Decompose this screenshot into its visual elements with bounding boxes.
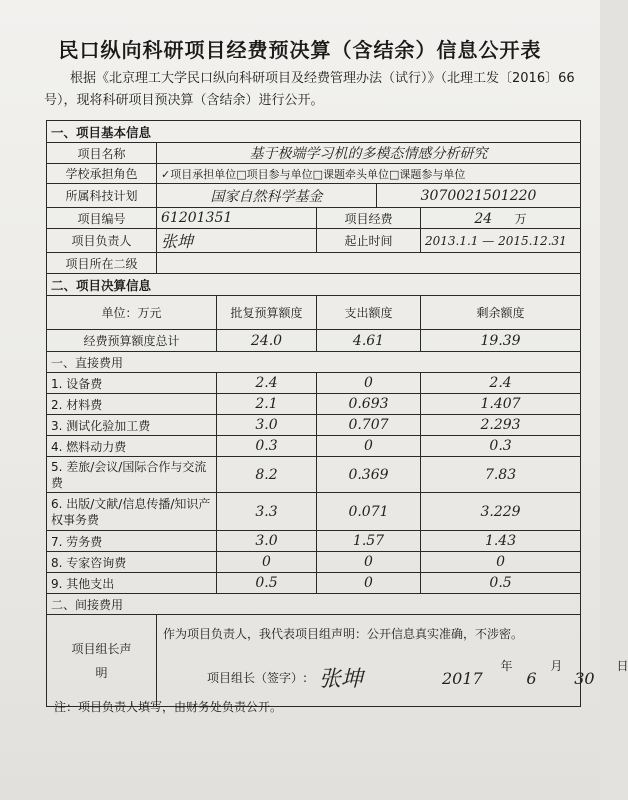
sign-month: 6 <box>526 669 537 688</box>
budget-item-row <box>47 436 581 457</box>
direct-cost-label: 一、直接费用 <box>47 352 581 373</box>
budget-item-row <box>47 531 581 552</box>
item-remaining: 3.229 <box>421 493 581 531</box>
leader-value: 张坤 <box>157 229 317 253</box>
total-approved: 24.0 <box>217 330 317 352</box>
item-remaining: 0.3 <box>421 436 581 457</box>
role-label: 学校承担角色 <box>47 164 157 184</box>
col-spent: 支出额度 <box>317 296 421 330</box>
budget-item-row <box>47 373 581 394</box>
item-approved: 0.3 <box>217 436 317 457</box>
intro-paragraph: 根据《北京理工大学民口纵向科研项目及经费管理办法（试行）》（北理工发〔2016〕66号），现将科研项目预决算（含结余）进行公开。 <box>44 71 575 108</box>
col-remaining: 剩余额度 <box>421 296 581 330</box>
item-spent: 0.369 <box>317 457 421 493</box>
item-spent: 0.693 <box>317 394 421 415</box>
item-approved: 2.4 <box>217 373 317 394</box>
item-spent: 0 <box>317 373 421 394</box>
disclosure-table <box>46 120 628 707</box>
section-budget-title: 二、项目决算信息 <box>47 274 581 296</box>
item-label: 3. 测试化验加工费 <box>47 415 217 436</box>
total-spent: 4.61 <box>317 330 421 352</box>
section-basic-title: 一、项目基本信息 <box>47 121 581 143</box>
funding-cell <box>421 208 581 229</box>
item-remaining: 7.83 <box>421 457 581 493</box>
funding-unit: 万 <box>514 211 527 226</box>
budget-item-row <box>47 493 581 531</box>
item-label: 2. 材料费 <box>47 394 217 415</box>
budget-header-row <box>47 296 581 330</box>
item-spent: 0 <box>317 552 421 573</box>
plan-value: 国家自然科学基金 <box>157 184 377 208</box>
item-remaining: 2.4 <box>421 373 581 394</box>
code-row <box>47 208 581 229</box>
item-remaining: 1.43 <box>421 531 581 552</box>
item-label: 4. 燃料动力费 <box>47 436 217 457</box>
item-spent: 0 <box>317 573 421 594</box>
item-approved: 3.0 <box>217 415 317 436</box>
role-row <box>47 164 581 184</box>
col-approved: 批复预算额度 <box>217 296 317 330</box>
unit-label: 单位：万元 <box>47 296 217 330</box>
declaration-text: 作为项目负责人，我代表项目组声明：公开信息真实准确，不涉密。 <box>163 627 524 641</box>
project-name-row <box>47 143 581 164</box>
project-name-label: 项目名称 <box>47 143 157 164</box>
item-approved: 0.5 <box>217 573 317 594</box>
item-approved: 3.0 <box>217 531 317 552</box>
plan-label: 所属科技计划 <box>47 184 157 208</box>
item-remaining: 1.407 <box>421 394 581 415</box>
budget-item-row <box>47 552 581 573</box>
dept-value <box>157 253 581 274</box>
item-spent: 0 <box>317 436 421 457</box>
item-label: 5. 差旅/会议/国际合作与交流费 <box>47 457 217 493</box>
sign-day: 30 <box>574 669 595 688</box>
budget-item-row <box>47 415 581 436</box>
code-value: 61201351 <box>157 208 317 229</box>
dept-row <box>47 253 581 274</box>
date-block <box>442 655 628 688</box>
budget-item-row <box>47 457 581 493</box>
leader-label: 项目负责人 <box>47 229 157 253</box>
indirect-cost-label: 二、间接费用 <box>47 594 581 615</box>
day-unit: 日 <box>616 659 628 673</box>
item-label: 9. 其他支出 <box>47 573 217 594</box>
sign-label: 项目组长（签字）: <box>207 671 308 685</box>
item-approved: 0 <box>217 552 317 573</box>
declaration-cell <box>157 615 628 707</box>
item-remaining: 0 <box>421 552 581 573</box>
item-spent: 1.57 <box>317 531 421 552</box>
total-remaining: 19.39 <box>421 330 581 352</box>
funding-value: 24 <box>474 210 493 227</box>
period-value: 2013.1.1 — 2015.12.31 <box>421 229 581 253</box>
item-remaining: 0.5 <box>421 573 581 594</box>
item-label: 1. 设备费 <box>47 373 217 394</box>
signature: 张坤 <box>318 667 363 692</box>
budget-item-row <box>47 394 581 415</box>
declaration-row <box>47 615 581 707</box>
declaration-label: 项目组长声明 <box>47 615 157 707</box>
item-remaining: 2.293 <box>421 415 581 436</box>
total-label: 经费预算额度总计 <box>47 330 217 352</box>
footnote: 注：项目负责人填写，由财务处负责公开。 <box>54 700 283 714</box>
leader-row <box>47 229 581 253</box>
page-title: 民口纵向科研项目经费预决算（含结余）信息公开表 <box>58 38 542 62</box>
section-basic-row <box>47 121 581 143</box>
dept-label: 项目所在二级 <box>47 253 157 274</box>
code-label: 项目编号 <box>47 208 157 229</box>
item-spent: 0.707 <box>317 415 421 436</box>
item-approved: 2.1 <box>217 394 317 415</box>
month-unit: 月 <box>550 659 563 673</box>
item-label: 7. 劳务费 <box>47 531 217 552</box>
section-budget-row <box>47 274 581 296</box>
budget-item-row <box>47 573 581 594</box>
direct-cost-row <box>47 352 581 373</box>
item-label: 8. 专家咨询费 <box>47 552 217 573</box>
period-label: 起止时间 <box>317 229 421 253</box>
indirect-cost-row <box>47 594 581 615</box>
funding-label: 项目经费 <box>317 208 421 229</box>
sign-year: 2017 <box>442 669 483 688</box>
project-name-value: 基于极端学习机的多模态情感分析研究 <box>157 143 581 164</box>
role-options: ✓项目承担单位□项目参与单位□课题牵头单位□课题参与单位 <box>157 164 581 184</box>
budget-total-row <box>47 330 581 352</box>
item-spent: 0.071 <box>317 493 421 531</box>
item-approved: 8.2 <box>217 457 317 493</box>
plan-code: 3070021501220 <box>377 184 581 208</box>
item-label: 6. 出版/文献/信息传播/知识产权事务费 <box>47 493 217 531</box>
year-unit: 年 <box>500 659 513 673</box>
item-approved: 3.3 <box>217 493 317 531</box>
plan-row <box>47 184 581 208</box>
